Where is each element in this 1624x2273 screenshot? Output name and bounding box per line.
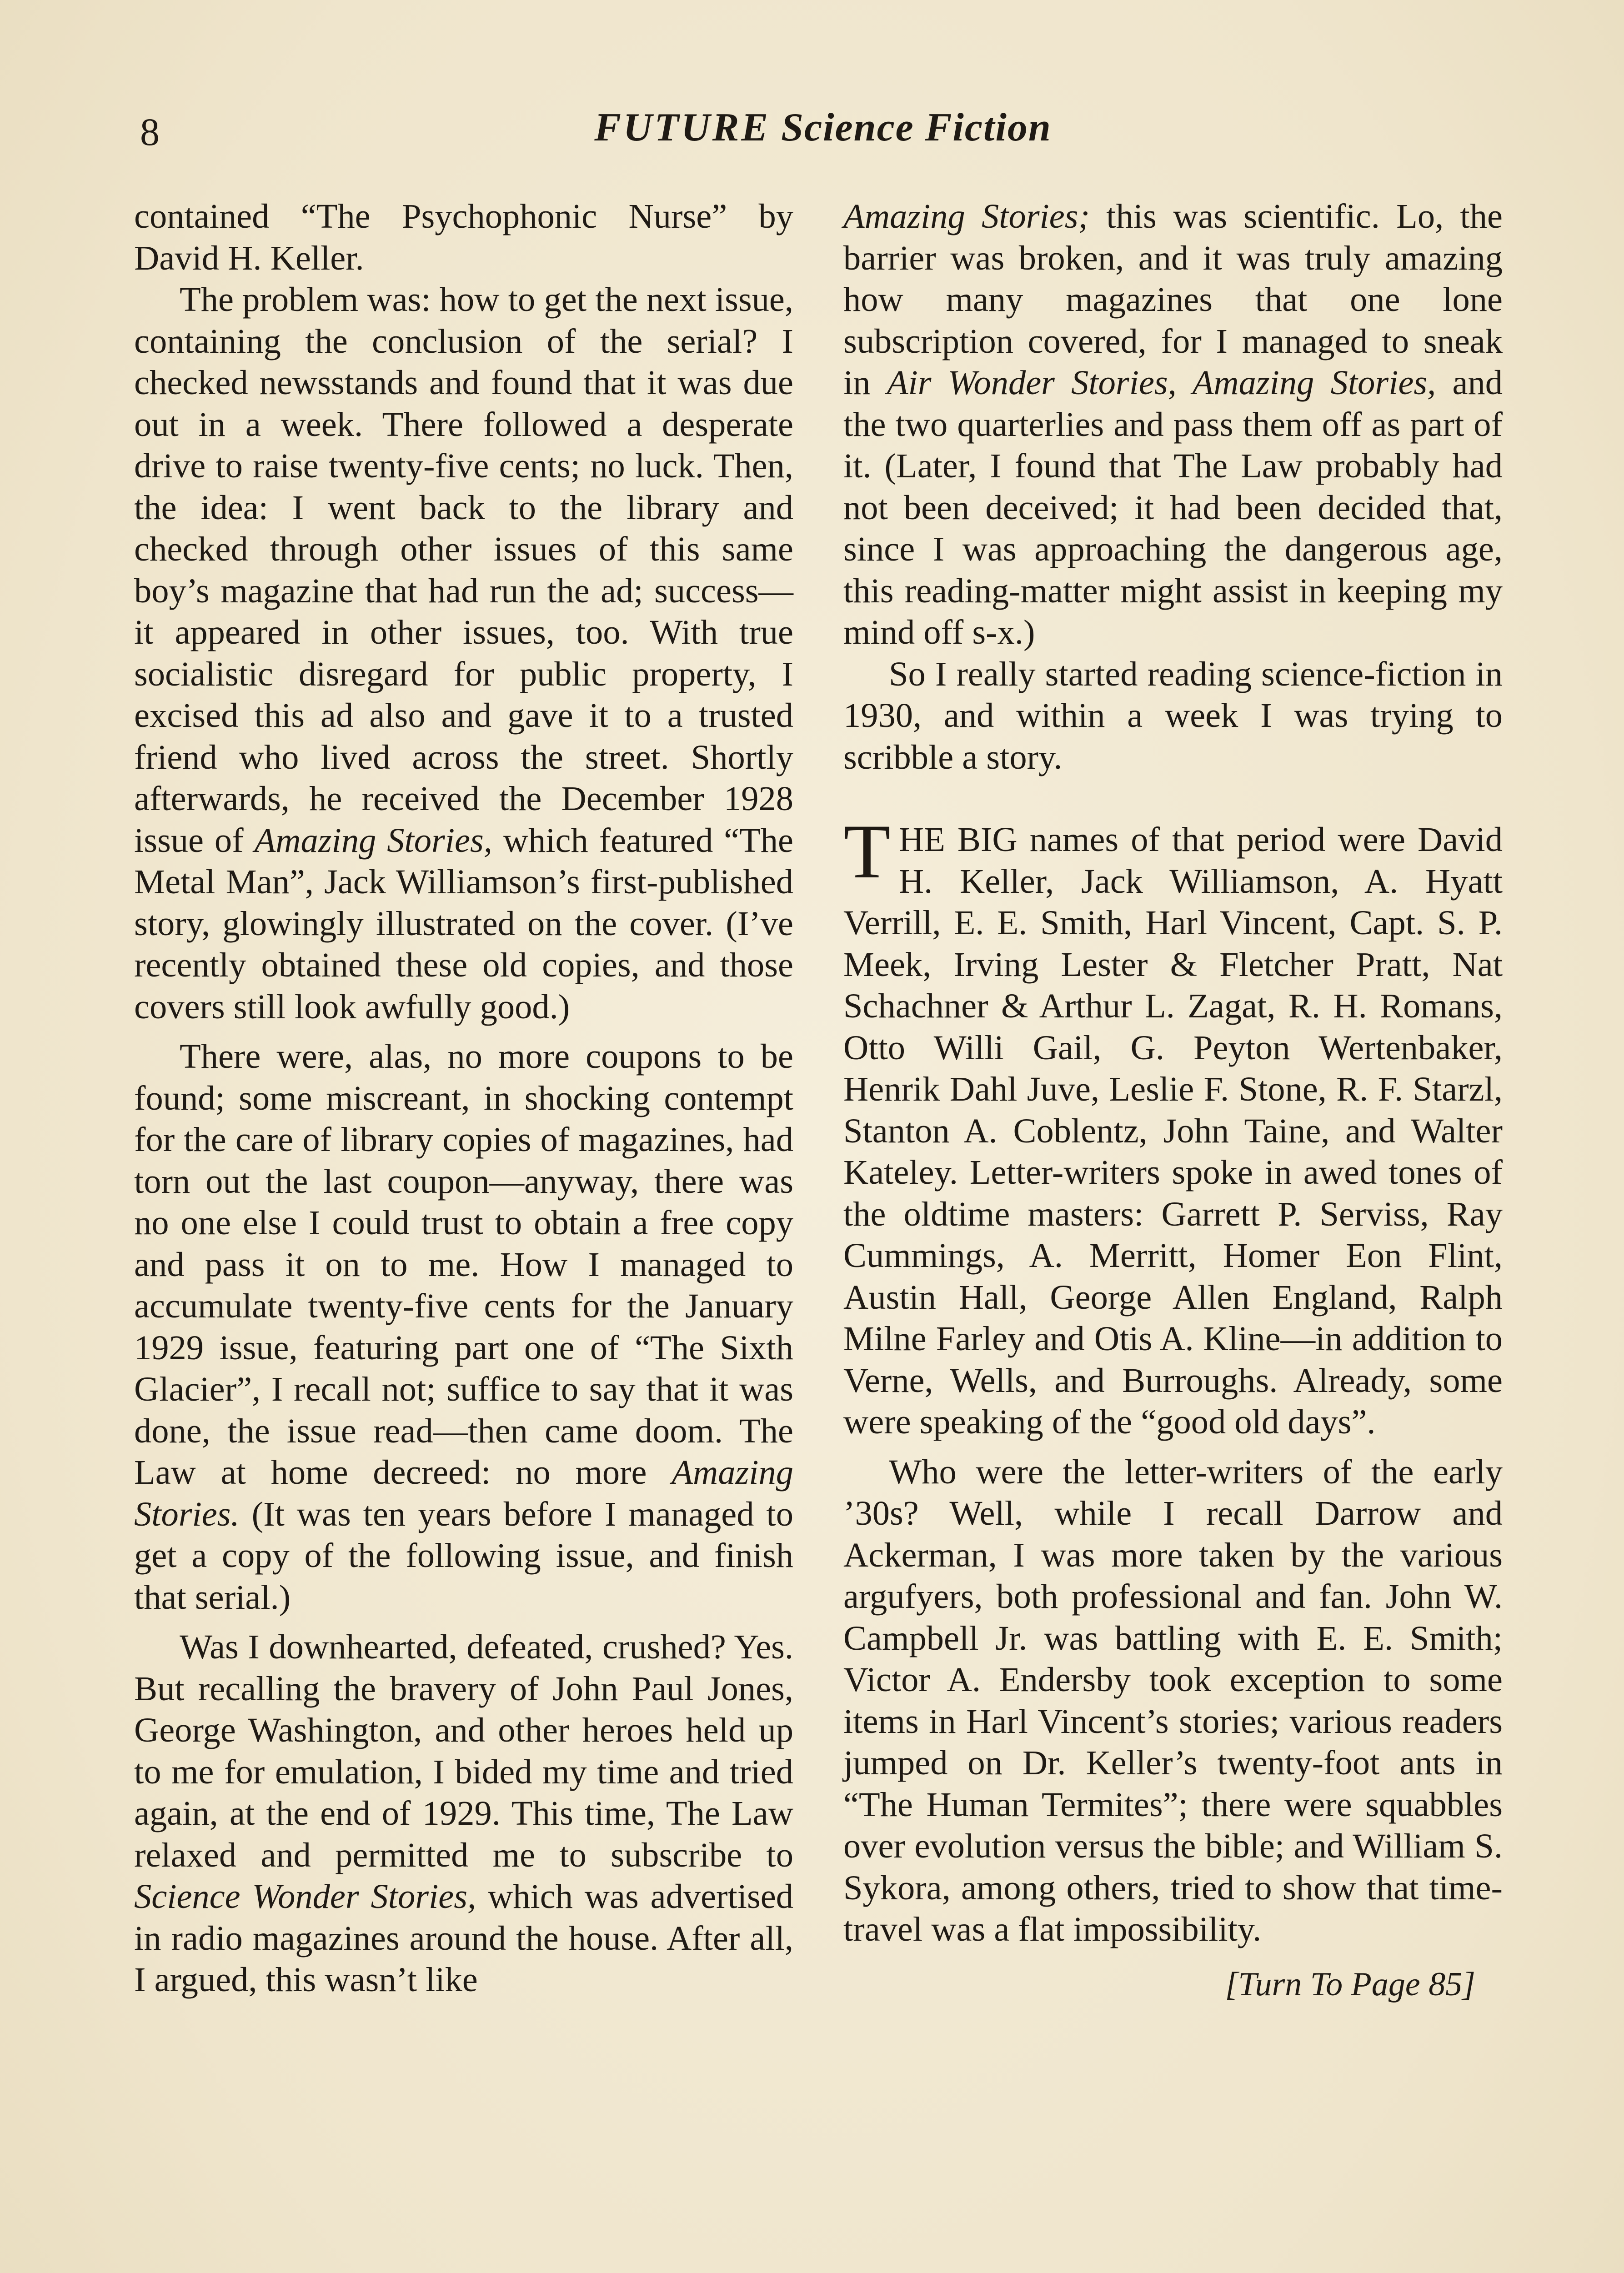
paragraph-text: and the two quarterlies and pass them off as part of it. (Later, I found that The Law probably had not been deceived; it had been decided that, since I was approaching the dangerous age, this reading-matter might assist in keeping my mind off s-x.) — [843, 363, 1503, 651]
turn-to-page-note: [Turn To Page 85] — [1225, 1965, 1475, 2003]
paragraph — [134, 1626, 793, 2001]
paragraph-text: (It was ten years before I managed to get a copy of the following issue, and finish that serial.) — [134, 1494, 793, 1617]
paragraph-text: The problem was: how to get the next issue, containing the conclusion of the serial? I checked newsstands and found that it was due out in a week. There followed a desperate drive to raise twenty-five cents; no luck. Then, the idea: I went back to the library and checked through other issues of this same boy’s magazine that had run the ad; success—it appeared in other issues, too. With true socialistic disregard for public property, I excised this ad also and gave it to a trusted friend who lived across the street. Shortly afterwards, he received the December 1928 issue of — [134, 280, 793, 860]
paragraph — [134, 279, 793, 1027]
paragraph-text: contained “The Psychophonic Nurse” by David H. Keller. — [134, 197, 793, 277]
page-header — [132, 105, 1514, 155]
paragraph-text: So I really started reading science-fiction in 1930, and within a week I was trying to scribble a story. — [843, 654, 1503, 776]
page-number: 8 — [140, 110, 160, 154]
paragraph — [134, 1036, 793, 1618]
paragraph — [843, 195, 1503, 653]
paragraph-dropcap: THE BIG names of that period were David H. Keller, Jack Williamson, A. Hyatt Verrill, E. E. Smith, Harl Vincent, Capt. S. P. Meek, Irving Lester & Fletcher Pratt, Nat Schachner & Arthur L. Zagat, R. H. Romans, Otto Willi Gail, G. Peyton Wertenbaker, Henrik Dahl Juve, Leslie F. Stone, R. F. Starzl, Stanton A. Coblentz, John Taine, and Walter Kateley. Letter-writers spoke in awed tones of the oldtime masters: Garrett P. Serviss, Ray Cummings, A. Merritt, Homer Eon Flint, Austin Hall, George Allen England, Ralph Milne Farley and Otis A. Kline—in addition to Verne, Wells, and Burroughs. Already, some were speaking of the “good old days”. — [843, 809, 1503, 1441]
italic-magazine-name: Science Wonder Stories, — [134, 1877, 476, 1916]
paragraph — [843, 1451, 1503, 1950]
italic-magazine-name: Amazing Stories; — [843, 197, 1090, 235]
paragraph — [843, 653, 1503, 778]
left-column — [134, 195, 793, 2001]
magazine-title — [132, 105, 1514, 150]
italic-magazine-name: Air Wonder Stories, Amazing Stories, — [887, 363, 1436, 402]
paragraph-text: this was scientific. Lo, the barrier was broken, and it was truly amazing how many magazines that one lone subscription covered, for I managed to sneak in — [843, 197, 1503, 402]
paragraph-text: Was I downhearted, defeated, crushed? Yes. But recalling the bravery of John Paul Jones, George Washington, and other heroes held up to me for emulation, I bided my time and tried again, at the end of 1929. This time, The Law relaxed and permitted me to subscribe to — [134, 1627, 793, 1874]
paragraph-text: There were, alas, no more coupons to be found; some miscreant, in shocking contempt for the care of library copies of magazines, had torn out the last coupon—anyway, there was no one else I could trust to obtain a free copy and pass it on to me. How I managed to accumulate twenty-five cents for the January 1929 issue, featuring part one of “The Sixth Glacier”, I recall not; suffice to say that it was done, the issue read—then came doom. The Law at home decreed: no more — [134, 1037, 793, 1492]
italic-magazine-name: Amazing Stories. — [134, 1453, 794, 1533]
paragraph — [134, 195, 793, 279]
italic-magazine-name: Amazing Stories, — [254, 821, 492, 860]
paragraph-text: which was advertised in radio magazines around the house. After all, I argued, this wasn’t like — [134, 1877, 794, 1999]
title-science-fiction: Science Fiction — [781, 105, 1052, 150]
right-column — [843, 195, 1503, 2005]
paragraph-text: which featured “The Metal Man”, Jack Williamson’s first-published story, glowingly illustrated on the cover. (I’ve recently obtained these old copies, and those covers still look awfully good.) — [134, 821, 794, 1026]
title-future: FUTURE — [594, 105, 771, 150]
paragraph-text: Who were the letter-writers of the early ’30s? Well, while I recall Darrow and Ackerman, I was more taken by the various argufyers, both professional and fan. John W. Campbell Jr. was battling with E. E. Smith; Victor A. Endersby took exception to some items in Harl Vincent’s stories; various readers jumped on Dr. Keller’s twenty-foot ants in “The Human Termites”; there were squabbles over evolution versus the bible; and William S. Sykora, among others, tried to show that time-travel was a flat impossibility. — [843, 1452, 1503, 1948]
